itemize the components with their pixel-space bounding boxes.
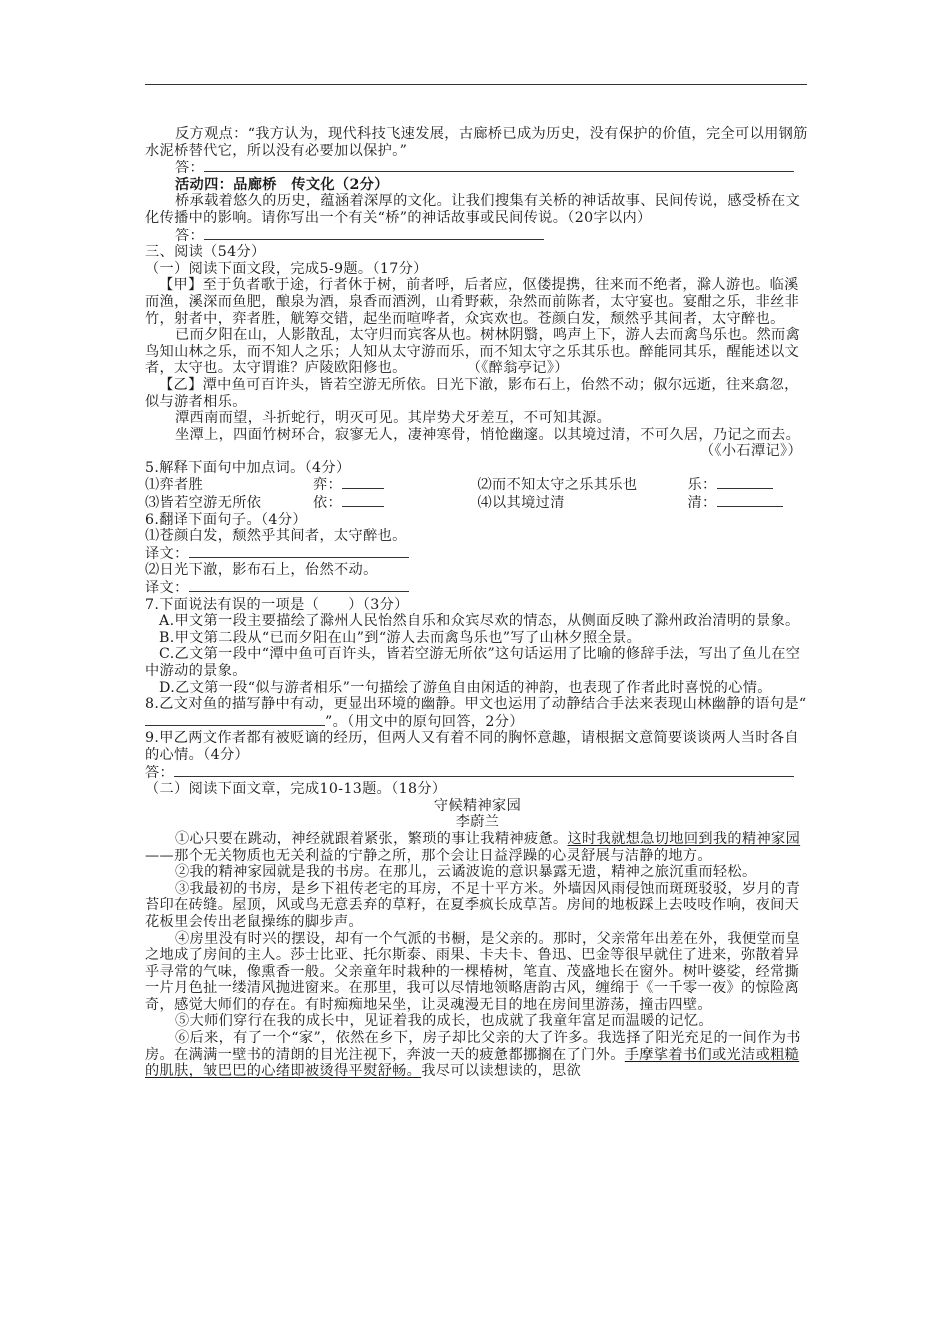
q5-item-text: ⑷以其境过清 [477, 495, 565, 512]
q5-row-2 [145, 494, 810, 512]
part2-title: （二）阅读下面文章，完成10-13题。（18分） [145, 781, 447, 798]
translation-line [145, 579, 810, 597]
passage-yi-p2: 潭西南而望，斗折蛇行，明灭可见。其岸势犬牙差互，不可知其源。 [175, 410, 612, 427]
q5-item-text: ⑵而不知太守之乐其乐也 [477, 477, 638, 494]
exam-page [145, 126, 810, 1080]
q5-answer-blank[interactable] [717, 494, 783, 507]
essay-p1-text: ①心只要在跳动，神经就跟着紧张，繁琐的事让我精神疲惫。 [175, 830, 568, 847]
answer-line [145, 227, 810, 245]
essay-p3: ③我最初的书房，是乡下祖传老宅的耳房，不足十平方米。外墙因风雨侵蚀而斑斑驳驳，岁月的青苔印在砖缝。屋顶，风或鸟无意丢弃的草籽，在夏季疯长成草苫。房间的地板踩上去吱吱作响，夜间天花板里会传出老鼠操练的脚步声。 [145, 880, 801, 930]
essay-p1-tail: ——那个无关物质也无关利益的宁静之所，那个会让日益浮躁的心灵舒展与洁静的地方。 [145, 847, 712, 864]
answer-blank [204, 159, 794, 172]
essay-author: 李蔚兰 [455, 814, 500, 831]
question-8 [145, 696, 810, 730]
q7-option-a: A.甲文第一段主要描绘了滁州人民怡然自乐和众宾尽欢的情态，从侧面反映了滁州政治清明的景象。 [159, 613, 800, 630]
q5-answer-blank[interactable] [717, 476, 773, 489]
q5-item-word: 乐： [687, 477, 717, 494]
translation-blank[interactable] [189, 545, 409, 558]
essay-p5: ⑤大师们穿行在我的成长中，见证着我的成长，也成就了我童年富足而温暖的记忆。 [175, 1013, 713, 1030]
essay-p1 [145, 831, 810, 864]
q8-text-end: ”。（用文中的原句回答，2分） [325, 713, 524, 730]
answer-label: 答： [175, 227, 205, 244]
q5-item-word: 清： [687, 495, 717, 512]
q5-answer-blank[interactable] [342, 476, 384, 489]
passage-jia-p1: 【甲】至于负者歌于途，行者休于树，前者呼，后者应，伛偻提携，往来而不绝者，滁人游也。临溪而渔，溪深而鱼肥，酿泉为酒，泉香而酒洌，山肴野蔌，杂然而前陈者，太守宴也。宴酣之乐，非丝非竹，射者中，弈者胜，觥筹交错，起坐而喧哗者，众宾欢也。苍颜白发，颓然乎其间者，太守醉也。 [145, 277, 800, 327]
question-5: 5.解释下面句中加点词。（4分） [145, 459, 351, 476]
q5-item-text: ⑶皆若空游无所依 [145, 495, 262, 512]
activity4-text: 桥承载着悠久的历史，蕴涵着深厚的文化。让我们搜集有关桥的神话故事、民间传说，感受桥在文化传播中的影响。请你写出一个有关“桥”的神话故事或民间传说。（20字以内） [145, 193, 801, 226]
passage-yi-p3: 坐潭上，四面竹树环合，寂寥无人，凄神寒骨，悄怆幽邃。以其境过清，不可久居，乃记之而去。 [175, 426, 801, 443]
q6-sentence-1: ⑴苍颜白发，颓然乎其间者，太守醉也。 [145, 528, 407, 545]
translation-blank[interactable] [189, 579, 409, 592]
question-6: 6.翻译下面句子。（4分） [145, 511, 307, 528]
essay-p6-text: ⑥后来，有了一个“家”，依然在乡下，房子却比父亲的大了许多。我选择了阳光充足的一间作为书房。在满满一壁书的清朗的目光注视下，奔波一天的疲惫都挪搁在了门外。 [145, 1030, 801, 1063]
q7-option-d: D.乙文第一段“似与游者相乐”一句描绘了游鱼自由闲适的神韵，也表现了作者此时喜悦的心情。 [159, 679, 772, 696]
essay-p2: ②我的精神家园就是我的书房。在那儿，云谲波诡的意识暴露无遗，精神之旅沉重而轻松。 [175, 864, 757, 881]
q5-item-word: 弈： [313, 477, 343, 494]
passage-jia-p2-text: 已而夕阳在山，人影散乱，太守归而宾客从也。树林阴翳，鸣声上下，游人去而禽鸟乐也。然而禽鸟知山林之乐，而不知人之乐；人知从太守游而乐，而不知太守之乐其乐也。醉能同其乐，醒能述以文者，太守也。太守谓谁？庐陵欧阳修也。 [145, 327, 801, 377]
q6-sentence-2: ⑵日光下澈，影布石上，佁然不动。 [145, 562, 378, 579]
question-9: 9.甲乙两文作者都有被贬谪的经历，但两人又有着不同的胸怀意趣，请根据文意简要谈谈两人当时各自的心情。（4分） [145, 730, 799, 763]
section3-title: 三、阅读（54分） [145, 244, 266, 261]
translation-line [145, 545, 810, 563]
essay-p6-underlined: 手摩挲着书们或光洁或粗糙的肌肤，皱巴巴的心绪即被烫得平熨舒畅。 [145, 1046, 800, 1080]
q8-text: 8.乙文对鱼的描写静中有动，更显出环境的幽静。甲文也运用了动静结合手法来表现山林幽静的语句是“ [145, 696, 807, 713]
answer-line [145, 159, 810, 177]
essay-title: 守候精神家园 [433, 797, 522, 814]
essay-p4: ④房里没有时兴的摆设，却有一个气派的书橱，是父亲的。那时，父亲常年出差在外，我便堂而皇之地成了房间的主人。莎士比亚、托尔斯泰、雨果、卡夫卡、鲁迅、巴金等很早就住了进来，弥散着异乎寻常的气味，像熏香一般。父亲童年时栽种的一棵椿树，笔直、茂盛地长在窗外。树叶婆娑，经常撕一片月色扯一缕清风抛进窗来。在那里，我可以尽情地领略唐韵古风，缠绵于《一千零一夜》的惊险离奇，感觉大师们的存在。有时痴痴地呆坐，让灵魂漫无目的地在房间里游荡，撞击四壁。 [145, 930, 801, 1013]
translation-label: 译文： [145, 545, 189, 562]
translation-label: 译文： [145, 580, 189, 597]
passage-jia-source: （《醉翁亭记》） [466, 360, 569, 377]
answer-blank [204, 227, 544, 240]
passage-yi-source: （《小石潭记》） [699, 443, 802, 460]
essay-p6-tail: 我尽可以读想读的，思欲 [421, 1063, 582, 1080]
q5-answer-blank[interactable] [342, 494, 384, 507]
activity4-title: 活动四：品廊桥 传文化（2分） [175, 176, 389, 193]
q5-item-word: 依： [313, 495, 343, 512]
answer-label: 答： [175, 160, 205, 177]
header-rule [145, 84, 807, 85]
essay-p1-underlined: 这时我就想急切地回到我的精神家园 [567, 830, 801, 847]
opposing-view: 反方观点：“我方认为，现代科技飞速发展，古廊桥已成为历史，没有保护的价值，完全可以用钢筋水泥桥替代它，所以没有必要加以保护。” [145, 126, 808, 159]
question-7: 7.下面说法有误的一项是（ ）（3分） [145, 596, 409, 613]
q5-item-text: ⑴弈者胜 [145, 477, 204, 494]
part1-title: （一）阅读下面文段，完成5-9题。（17分） [145, 260, 428, 277]
q5-row-1 [145, 476, 810, 494]
answer-label: 答： [145, 764, 175, 781]
q7-option-c: C.乙文第一段中“潭中鱼可百许头，皆若空游无所依”这句话运用了比喻的修辞手法，写出了鱼儿在空中游动的景象。 [145, 646, 801, 679]
passage-yi-p1: 【乙】潭中鱼可百许头，皆若空游无所依。日光下澈，影布石上，佁然不动；俶尔远逝，往来翕忽，似与游者相乐。 [145, 376, 799, 410]
answer-blank[interactable] [174, 764, 794, 777]
passage-jia-p2 [145, 327, 810, 377]
answer-line [145, 764, 810, 782]
essay-p6 [145, 1030, 810, 1080]
q7-option-b: B.甲文第二段从“已而夕阳在山”到“游人去而禽鸟乐也”写了山林夕照全景。 [159, 629, 642, 646]
q8-answer-blank[interactable] [145, 713, 325, 726]
